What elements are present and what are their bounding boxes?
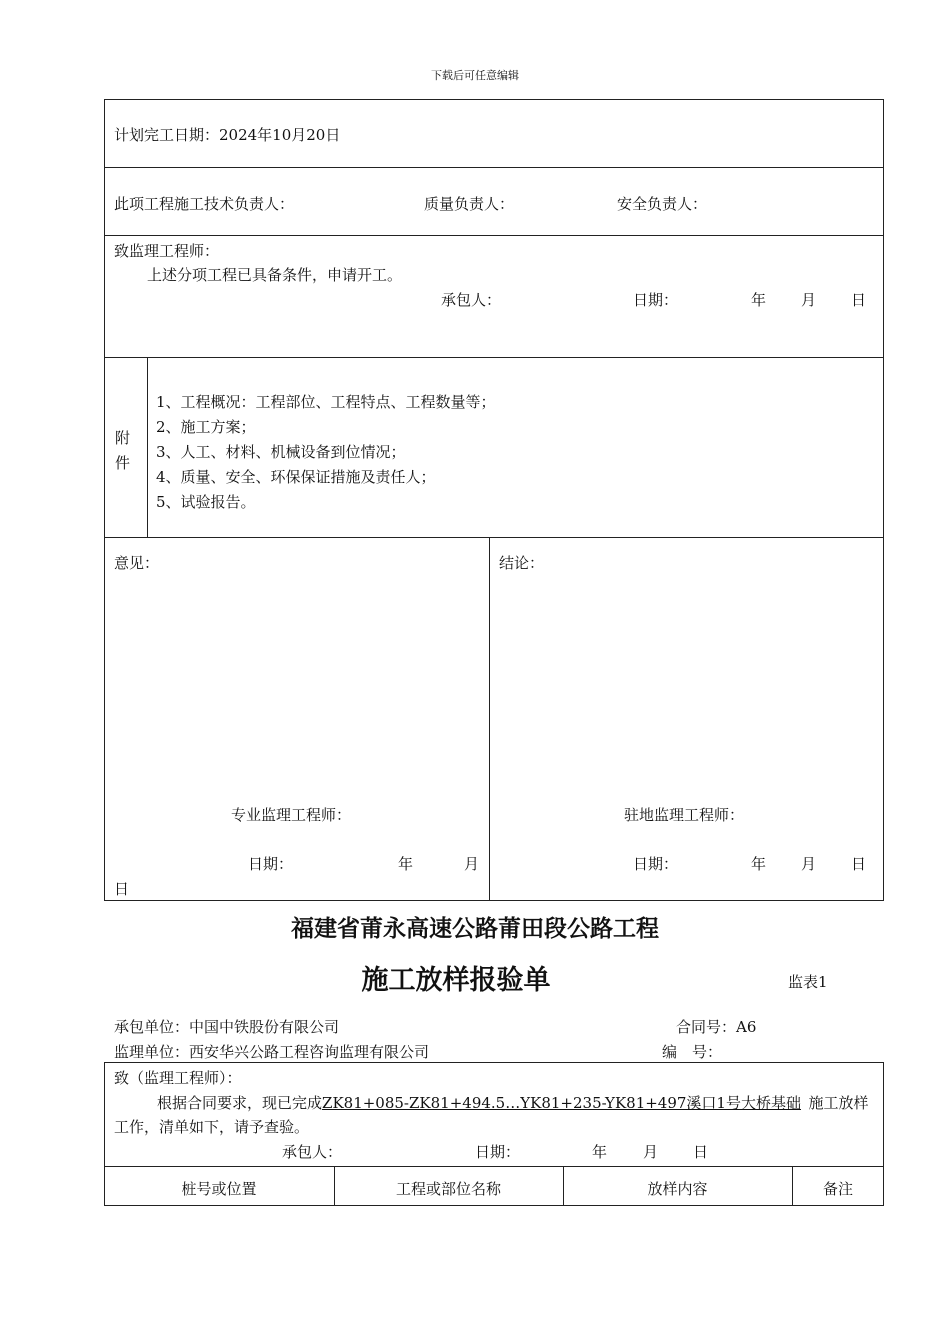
day-label: 日 — [851, 291, 867, 309]
attachment-item: 4、质量、安全、环保保证措施及责任人； — [156, 468, 436, 486]
column-header: 工程或部位名称 — [395, 1180, 501, 1198]
safety-lead-label: 安全负责人： — [617, 195, 708, 213]
left-month-label: 月 — [464, 855, 480, 873]
left-year-label: 年 — [398, 855, 414, 873]
year-label: 年 — [592, 1143, 608, 1161]
opinion-label: 意见： — [114, 554, 160, 572]
row-divider — [104, 1166, 884, 1167]
year-label: 年 — [751, 291, 767, 309]
tech-lead-label: 此项工程施工技术负责人： — [114, 195, 295, 213]
conclusion-label: 结论： — [499, 554, 545, 572]
form-code: 监表1 — [788, 973, 828, 991]
specialist-engineer-label: 专业监理工程师： — [231, 806, 352, 824]
resident-engineer-label: 驻地监理工程师： — [624, 806, 745, 824]
project-title: 福建省莆永高速公路莆田段公路工程 — [291, 916, 659, 942]
contractor-label: 承包人： — [441, 291, 502, 309]
right-year-label: 年 — [751, 855, 767, 873]
left-date-label: 日期： — [248, 855, 294, 873]
column-header: 备注 — [822, 1180, 853, 1198]
body-text-line1 — [157, 1092, 869, 1113]
attachments-label: 附 — [115, 429, 131, 447]
planned-completion-date: 计划完工日期：2024年10月20日 — [114, 126, 341, 144]
body-prefix: 根据合同要求，现已完成 — [157, 1094, 323, 1112]
to-engineer-label: 致监理工程师： — [114, 242, 220, 260]
left-day-label: 日 — [114, 880, 130, 898]
date-label: 日期： — [633, 291, 679, 309]
column-header: 桩号或位置 — [181, 1180, 257, 1198]
quality-lead-label: 质量负责人： — [424, 195, 515, 213]
body-text-line2: 工作，清单如下，请予查验。 — [114, 1118, 310, 1136]
month-label: 月 — [801, 291, 817, 309]
attachment-item: 5、试验报告。 — [156, 493, 256, 511]
body-suffix: 施工放样 — [808, 1094, 869, 1112]
month-label: 月 — [643, 1143, 659, 1161]
attachment-item: 1、工程概况：工程部位、工程特点、工程数量等； — [156, 393, 496, 411]
to-engineer-label: 致（监理工程师）： — [114, 1069, 242, 1087]
row-divider — [104, 537, 884, 538]
opinion-divider — [489, 537, 490, 901]
contractor-unit: 承包单位：中国中铁股份有限公司 — [114, 1018, 340, 1036]
row-divider — [104, 235, 884, 236]
form-title: 施工放样报验单 — [361, 965, 551, 996]
contractor-label: 承包人： — [282, 1143, 343, 1161]
attachments-label: 件 — [115, 454, 131, 472]
right-date-label: 日期： — [633, 855, 679, 873]
row-divider — [104, 357, 884, 358]
completed-section: ZK81+085-ZK81+494.5…YK81+235-YK81+497溪口1号大桥基础 — [322, 1094, 801, 1112]
attachment-divider — [147, 357, 148, 538]
right-month-label: 月 — [801, 855, 817, 873]
serial-number: 编 号： — [662, 1043, 723, 1061]
right-day-label: 日 — [851, 855, 867, 873]
day-label: 日 — [693, 1143, 709, 1161]
column-header: 放样内容 — [647, 1180, 708, 1198]
row-divider — [104, 167, 884, 168]
attachment-item: 3、人工、材料、机械设备到位情况； — [156, 443, 406, 461]
contract-number: 合同号：A6 — [676, 1018, 757, 1036]
attachment-item: 2、施工方案； — [156, 418, 256, 436]
date-label: 日期： — [475, 1143, 521, 1161]
request-text: 上述分项工程已具备条件，申请开工。 — [147, 266, 403, 284]
supervisor-unit: 监理单位：西安华兴公路工程咨询监理有限公司 — [114, 1043, 430, 1061]
header-note: 下载后可任意编辑 — [431, 69, 519, 82]
